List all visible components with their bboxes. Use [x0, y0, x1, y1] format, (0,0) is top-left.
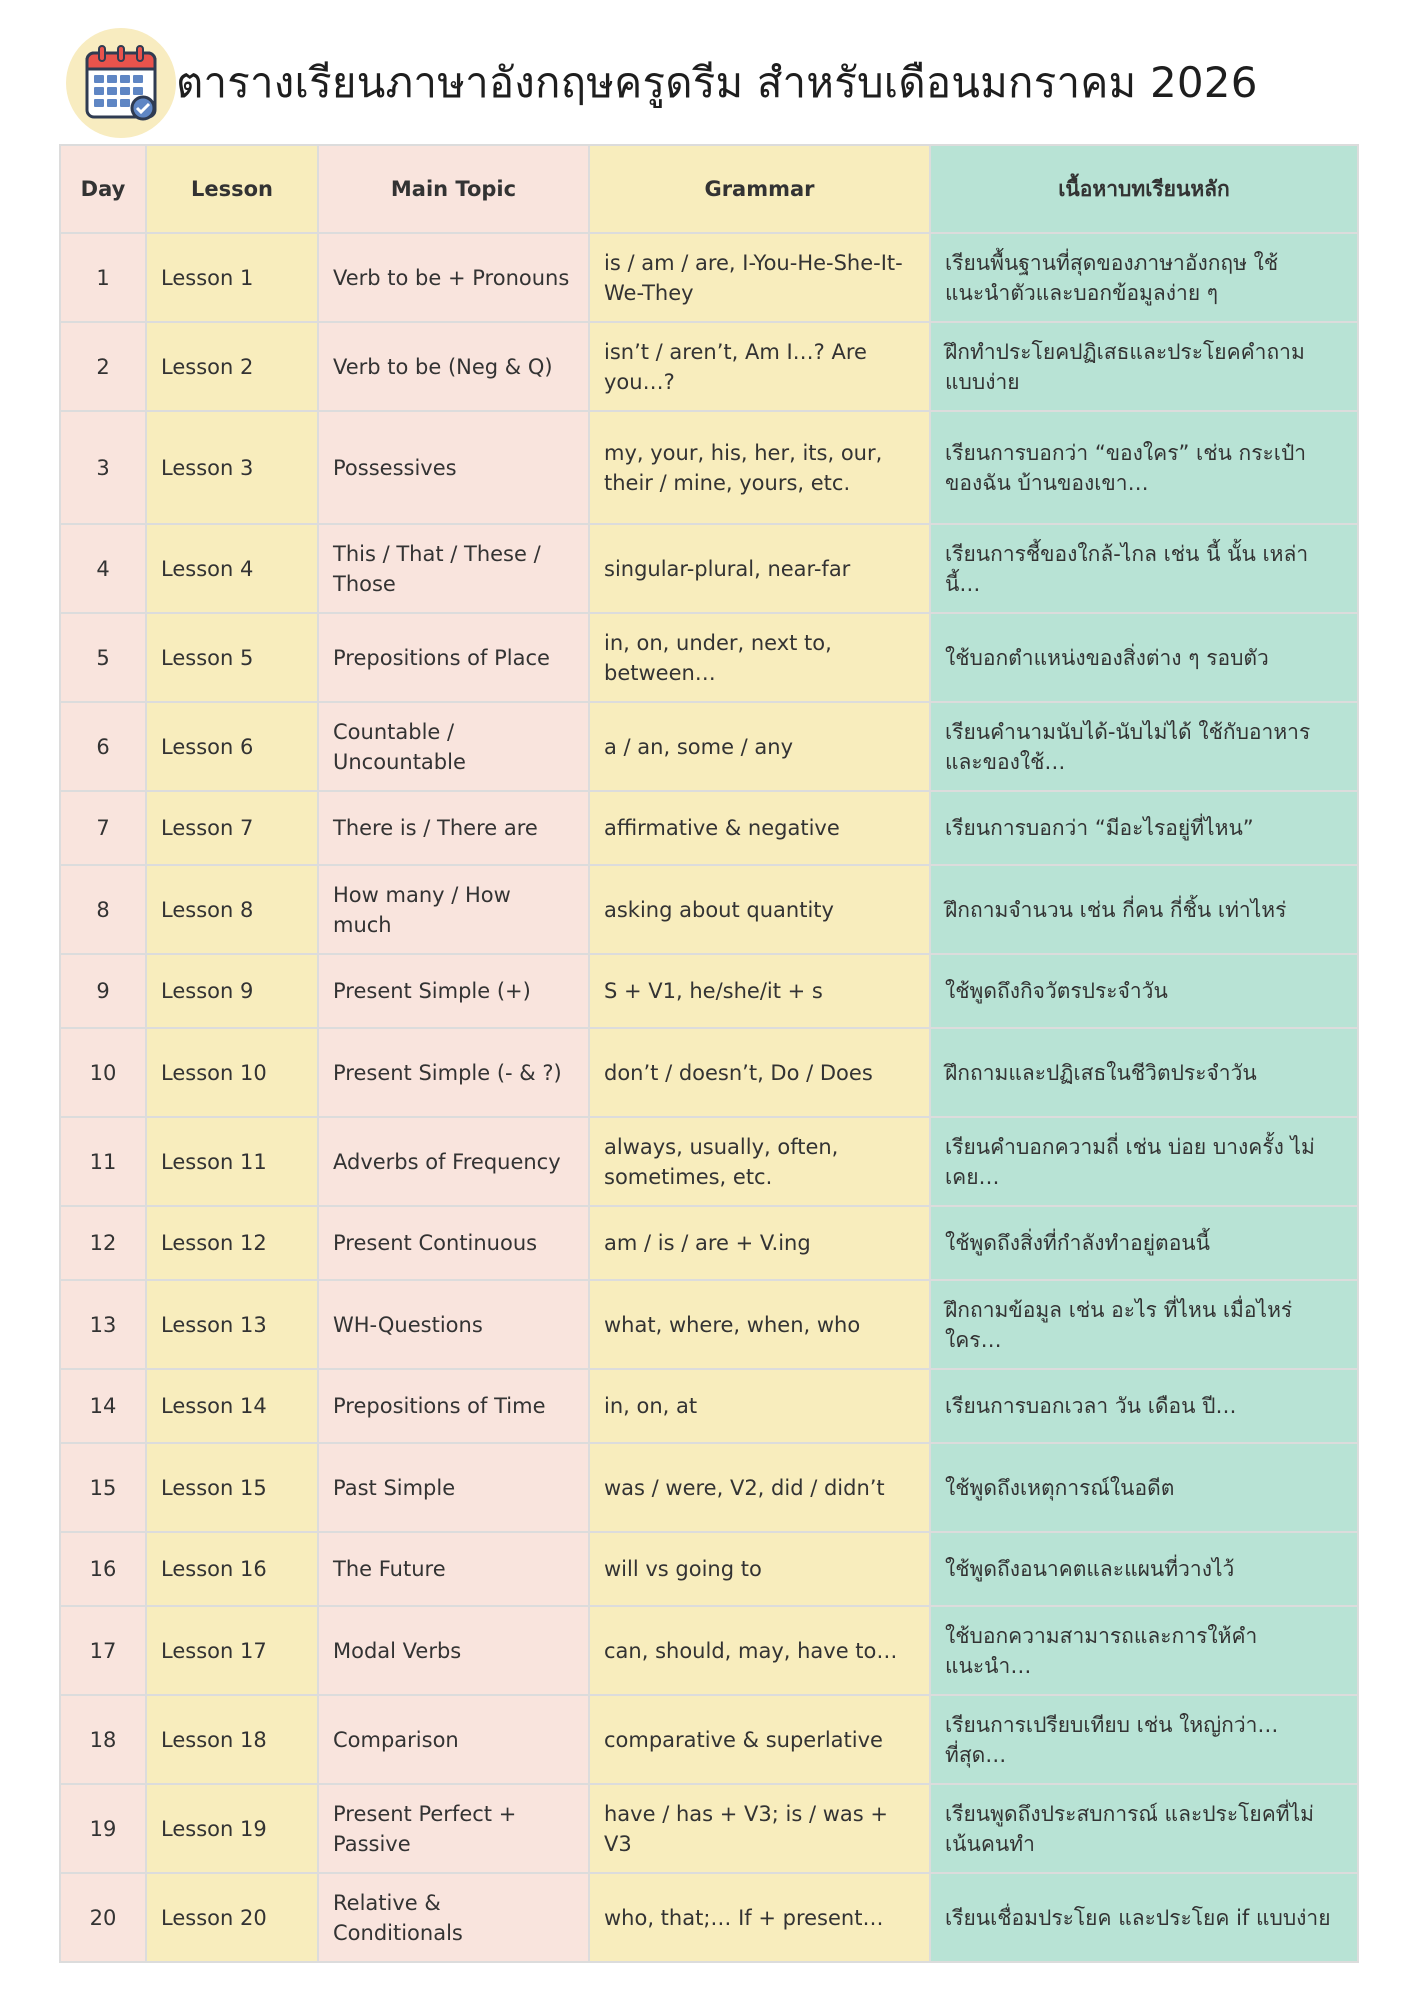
table-row: [60, 233, 1358, 322]
table-row: [60, 1695, 1358, 1784]
cell-grammar: is / am / are, I-You-He-She-It-We-They: [589, 233, 930, 322]
table-row: [60, 1206, 1358, 1280]
cell-lesson: Lesson 13: [146, 1280, 318, 1369]
table-row: [60, 865, 1358, 954]
cell-day: 12: [60, 1206, 146, 1280]
cell-grammar: will vs going to: [589, 1532, 930, 1606]
cell-lesson: Lesson 20: [146, 1873, 318, 1962]
cell-day: 11: [60, 1117, 146, 1206]
table-row: [60, 613, 1358, 702]
cell-content: ฝึกทำประโยคปฏิเสธและประโยคคำถามแบบง่าย: [930, 322, 1358, 411]
cell-content: เรียนการเปรียบเทียบ เช่น ใหญ่กว่า… ที่สุด…: [930, 1695, 1358, 1784]
schedule-table-container: [59, 144, 1357, 1963]
cell-day: 1: [60, 233, 146, 322]
table-header-row: [60, 145, 1358, 233]
cell-grammar: singular-plural, near-far: [589, 524, 930, 613]
table-row: [60, 1784, 1358, 1873]
cell-lesson: Lesson 9: [146, 954, 318, 1028]
cell-content: ฝึกถามข้อมูล เช่น อะไร ที่ไหน เมื่อไหร่ ใคร…: [930, 1280, 1358, 1369]
table-row: [60, 1028, 1358, 1117]
cell-main-topic: This / That / These / Those: [318, 524, 589, 613]
cell-content: ใช้พูดถึงกิจวัตรประจำวัน: [930, 954, 1358, 1028]
table-row: [60, 524, 1358, 613]
cell-content: เรียนการบอกว่า “ของใคร” เช่น กระเป๋าของฉัน บ้านของเขา…: [930, 411, 1358, 524]
cell-content: เรียนพูดถึงประสบการณ์ และประโยคที่ไม่เน้นคนทำ: [930, 1784, 1358, 1873]
cell-content: ใช้พูดถึงเหตุการณ์ในอดีต: [930, 1443, 1358, 1532]
cell-main-topic: Verb to be + Pronouns: [318, 233, 589, 322]
cell-content: เรียนคำบอกความถี่ เช่น บ่อย บางครั้ง ไม่เคย…: [930, 1117, 1358, 1206]
cell-day: 17: [60, 1606, 146, 1695]
cell-day: 4: [60, 524, 146, 613]
cell-day: 3: [60, 411, 146, 524]
cell-lesson: Lesson 4: [146, 524, 318, 613]
cell-lesson: Lesson 2: [146, 322, 318, 411]
cell-day: 18: [60, 1695, 146, 1784]
cell-main-topic: Prepositions of Time: [318, 1369, 589, 1443]
cell-lesson: Lesson 19: [146, 1784, 318, 1873]
table-row: [60, 411, 1358, 524]
cell-day: 8: [60, 865, 146, 954]
cell-grammar: in, on, at: [589, 1369, 930, 1443]
cell-main-topic: How many / How much: [318, 865, 589, 954]
cell-lesson: Lesson 3: [146, 411, 318, 524]
table-row: [60, 702, 1358, 791]
table-row: [60, 1280, 1358, 1369]
cell-lesson: Lesson 14: [146, 1369, 318, 1443]
cell-main-topic: There is / There are: [318, 791, 589, 865]
column-header-day: Day: [60, 145, 146, 233]
cell-day: 2: [60, 322, 146, 411]
cell-main-topic: Possessives: [318, 411, 589, 524]
cell-main-topic: Modal Verbs: [318, 1606, 589, 1695]
cell-main-topic: Adverbs of Frequency: [318, 1117, 589, 1206]
table-row: [60, 1443, 1358, 1532]
cell-main-topic: Present Simple (- & ?): [318, 1028, 589, 1117]
cell-day: 14: [60, 1369, 146, 1443]
cell-grammar: can, should, may, have to…: [589, 1606, 930, 1695]
cell-content: ฝึกถามและปฏิเสธในชีวิตประจำวัน: [930, 1028, 1358, 1117]
cell-grammar: in, on, under, next to, between…: [589, 613, 930, 702]
cell-lesson: Lesson 7: [146, 791, 318, 865]
table-row: [60, 1117, 1358, 1206]
cell-day: 9: [60, 954, 146, 1028]
cell-lesson: Lesson 16: [146, 1532, 318, 1606]
table-row: [60, 1532, 1358, 1606]
cell-content: ใช้บอกตำแหน่งของสิ่งต่าง ๆ รอบตัว: [930, 613, 1358, 702]
table-row: [60, 954, 1358, 1028]
cell-main-topic: Past Simple: [318, 1443, 589, 1532]
cell-grammar: who, that;… If + present…: [589, 1873, 930, 1962]
cell-grammar: affirmative & negative: [589, 791, 930, 865]
cell-day: 19: [60, 1784, 146, 1873]
cell-lesson: Lesson 10: [146, 1028, 318, 1117]
cell-grammar: what, where, when, who: [589, 1280, 930, 1369]
cell-main-topic: WH-Questions: [318, 1280, 589, 1369]
cell-lesson: Lesson 15: [146, 1443, 318, 1532]
cell-day: 10: [60, 1028, 146, 1117]
cell-main-topic: Prepositions of Place: [318, 613, 589, 702]
table-row: [60, 1606, 1358, 1695]
schedule-table: [59, 144, 1359, 1963]
cell-lesson: Lesson 5: [146, 613, 318, 702]
cell-lesson: Lesson 6: [146, 702, 318, 791]
cell-grammar: S + V1, he/she/it + s: [589, 954, 930, 1028]
cell-grammar: was / were, V2, did / didn’t: [589, 1443, 930, 1532]
cell-lesson: Lesson 18: [146, 1695, 318, 1784]
cell-day: 15: [60, 1443, 146, 1532]
cell-content: เรียนการชี้ของใกล้-ไกล เช่น นี้ นั้น เหล่านี้…: [930, 524, 1358, 613]
cell-content: เรียนพื้นฐานที่สุดของภาษาอังกฤษ ใช้แนะนำตัวและบอกข้อมูลง่าย ๆ: [930, 233, 1358, 322]
cell-main-topic: Comparison: [318, 1695, 589, 1784]
cell-content: เรียนเชื่อมประโยค และประโยค if แบบง่าย: [930, 1873, 1358, 1962]
table-row: [60, 1873, 1358, 1962]
cell-day: 20: [60, 1873, 146, 1962]
cell-grammar: asking about quantity: [589, 865, 930, 954]
cell-grammar: don’t / doesn’t, Do / Does: [589, 1028, 930, 1117]
cell-day: 6: [60, 702, 146, 791]
cell-content: เรียนการบอกว่า “มีอะไรอยู่ที่ไหน”: [930, 791, 1358, 865]
table-row: [60, 791, 1358, 865]
cell-day: 13: [60, 1280, 146, 1369]
cell-content: เรียนการบอกเวลา วัน เดือน ปี…: [930, 1369, 1358, 1443]
cell-content: ใช้พูดถึงอนาคตและแผนที่วางไว้: [930, 1532, 1358, 1606]
cell-lesson: Lesson 11: [146, 1117, 318, 1206]
cell-lesson: Lesson 17: [146, 1606, 318, 1695]
column-header-lesson: Lesson: [146, 145, 318, 233]
cell-lesson: Lesson 8: [146, 865, 318, 954]
cell-main-topic: Countable / Uncountable: [318, 702, 589, 791]
cell-day: 16: [60, 1532, 146, 1606]
table-row: [60, 322, 1358, 411]
table-row: [60, 1369, 1358, 1443]
column-header-grammar: Grammar: [589, 145, 930, 233]
cell-content: ใช้บอกความสามารถและการให้คำแนะนำ…: [930, 1606, 1358, 1695]
cell-grammar: isn’t / aren’t, Am I…? Are you…?: [589, 322, 930, 411]
cell-main-topic: Verb to be (Neg & Q): [318, 322, 589, 411]
cell-day: 5: [60, 613, 146, 702]
cell-main-topic: Present Perfect + Passive: [318, 1784, 589, 1873]
page-title: ตารางเรียนภาษาอังกฤษครูดรีม สำหรับเดือนมกราคม 2026: [176, 58, 1258, 107]
column-header-content: เนื้อหาบทเรียนหลัก: [930, 145, 1358, 233]
logo: [66, 28, 176, 138]
cell-content: ฝึกถามจำนวน เช่น กี่คน กี่ชิ้น เท่าไหร่: [930, 865, 1358, 954]
cell-grammar: my, your, his, her, its, our, their / mine, yours, etc.: [589, 411, 930, 524]
cell-grammar: have / has + V3; is / was + V3: [589, 1784, 930, 1873]
cell-content: เรียนคำนามนับได้-นับไม่ได้ ใช้กับอาหารและของใช้…: [930, 702, 1358, 791]
cell-grammar: am / is / are + V.ing: [589, 1206, 930, 1280]
page-header: [66, 28, 1366, 140]
cell-content: ใช้พูดถึงสิ่งที่กำลังทำอยู่ตอนนี้: [930, 1206, 1358, 1280]
column-header-main-topic: Main Topic: [318, 145, 589, 233]
cell-main-topic: Present Continuous: [318, 1206, 589, 1280]
cell-lesson: Lesson 12: [146, 1206, 318, 1280]
cell-main-topic: Relative & Conditionals: [318, 1873, 589, 1962]
cell-day: 7: [60, 791, 146, 865]
cell-lesson: Lesson 1: [146, 233, 318, 322]
cell-grammar: a / an, some / any: [589, 702, 930, 791]
calendar-icon: [84, 45, 158, 121]
cell-main-topic: The Future: [318, 1532, 589, 1606]
cell-main-topic: Present Simple (+): [318, 954, 589, 1028]
cell-grammar: always, usually, often, sometimes, etc.: [589, 1117, 930, 1206]
cell-grammar: comparative & superlative: [589, 1695, 930, 1784]
